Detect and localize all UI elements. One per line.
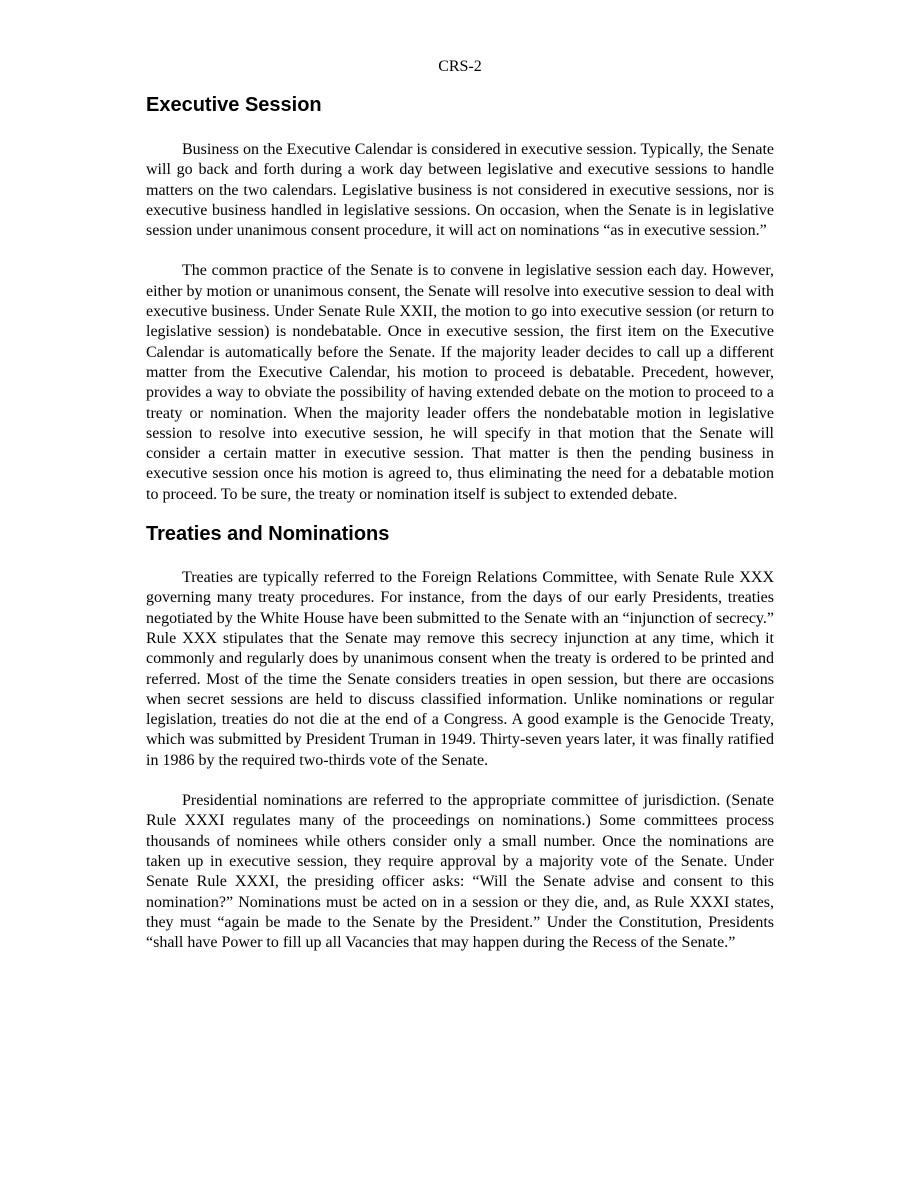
section-treaties-and-nominations bbox=[146, 522, 774, 953]
paragraph: Treaties are typically referred to the Foreign Relations Committee, with Senate Rule XXX governing many treaty procedures. For instance, from the days of our early Presidents, treaties negotiated by the White House have been submitted to the Senate with an “injunction of secrecy.” Rule XXX stipulates that the Senate may remove this secrecy injunction at any time, which it commonly and regularly does by unanimous consent when the treaty is ordered to be printed and referred. Most of the time the Senate considers treaties in open session, but there are occasions when secret sessions are held to discuss classified information. Unlike nominations or regular legislation, treaties do not die at the end of a Congress. A good example is the Genocide Treaty, which was submitted by President Truman in 1949. Thirty-seven years later, it was finally ratified in 1986 by the required two-thirds vote of the Senate. bbox=[146, 569, 774, 769]
section-heading: Treaties and Nominations bbox=[146, 523, 390, 546]
section-heading: Executive Session bbox=[146, 94, 322, 116]
paragraph: Business on the Executive Calendar is considered in executive session. Typically, the Senate will go back and forth during a work day between legislative and executive sessions to handle matters on the two calendars. Legislative business is not considered in executive sessions, nor is executive business handled in legislative sessions. On occasion, when the Senate is in legislative session under unanimous consent procedure, it will act on nominations “as in executive session.” bbox=[146, 141, 774, 240]
page-header: CRS-2 bbox=[438, 58, 482, 75]
paragraph: Presidential nominations are referred to the appropriate committee of jurisdiction. (Senate Rule XXXI regulates many of the proceedings on nominations.) Some committees process thousands of nominees while others consider only a small number. Once the nominations are taken up in executive session, they require approval by a majority vote of the Senate. Under Senate Rule XXXI, the presiding officer asks: “Will the Senate advise and consent to this nomination?” Nominations must be acted on in a session or they die, and, as Rule XXXI states, they must “again be made to the Senate by the President.” Under the Constitution, Presidents “shall have Power to fill up all Vacancies that may happen during the Recess of the Senate.” bbox=[146, 792, 774, 952]
page-body bbox=[146, 93, 774, 953]
section-executive-session bbox=[146, 93, 774, 505]
paragraph: The common practice of the Senate is to convene in legislative session each day. However, either by motion or unanimous consent, the Senate will resolve into executive session to deal with executive business. Under Senate Rule XXII, the motion to go into executive session (or return to legislative session) is nondebatable. Once in executive session, the first item on the Executive Calendar is automatically before the Senate. If the majority leader decides to call up a different matter from the Executive Calendar, his motion to proceed is debatable. Precedent, however, provides a way to obviate the possibility of having extended debate on the motion to proceed to a treaty or nomination. When the majority leader offers the nondebatable motion in legislative session to resolve into executive session, he will specify in that motion that the Senate will consider a certain matter in executive session. That matter is then the pending business in executive session once his motion is agreed to, thus eliminating the need for a debatable motion to proceed. To be sure, the treaty or nomination itself is subject to extended debate. bbox=[146, 262, 774, 503]
